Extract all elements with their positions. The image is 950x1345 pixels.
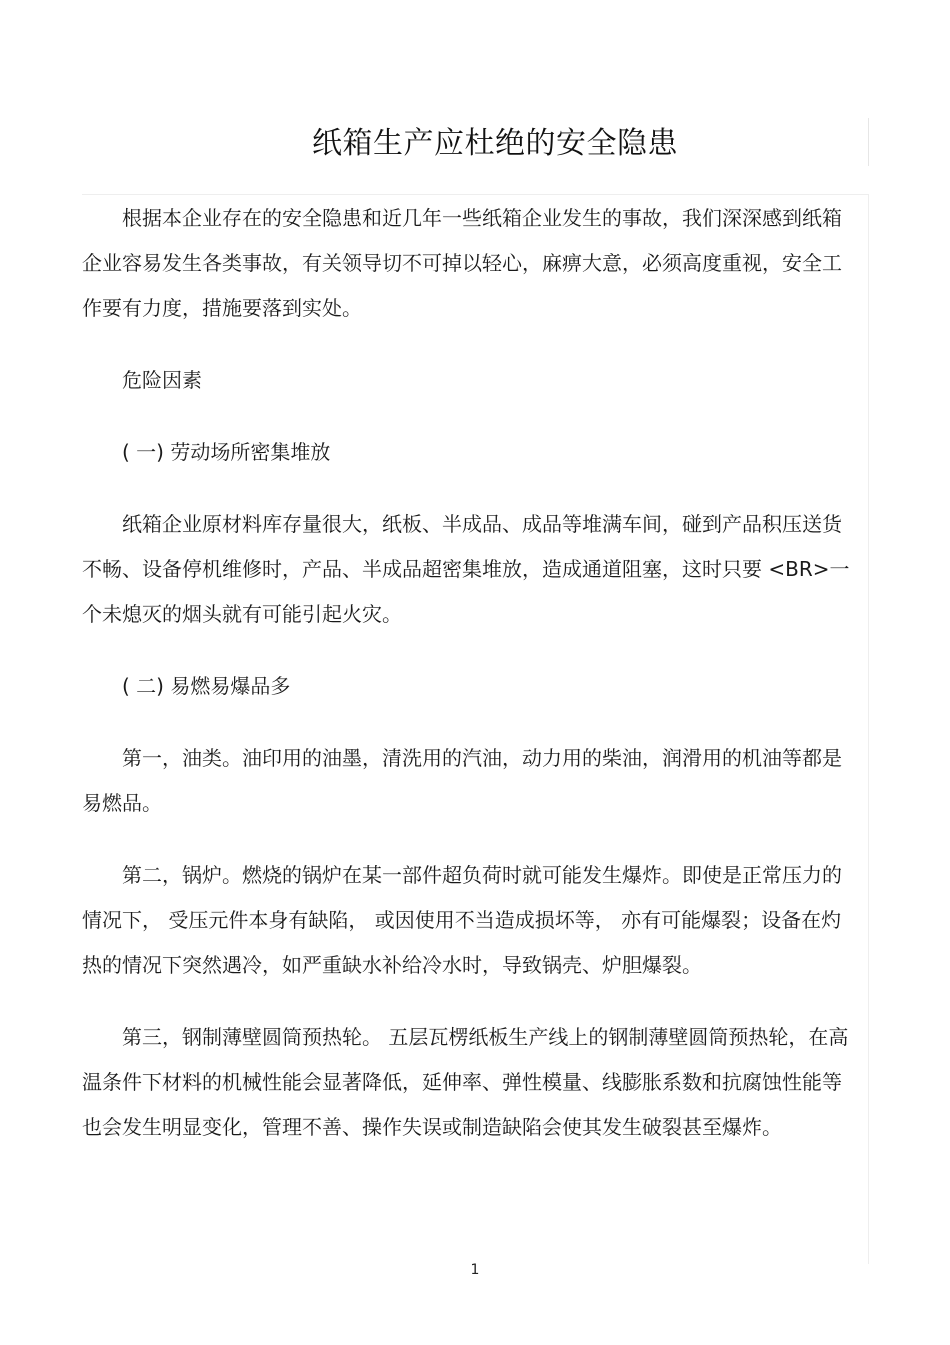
paragraph-intro: 根据本企业存在的安全隐患和近几年一些纸箱企业发生的事故，我们深深感到纸箱企业容易发生各类事故，有关领导切不可掉以轻心，麻痹大意，必须高度重视，安全工作要有力度，措施要落到实处。 bbox=[82, 206, 842, 320]
subsection-heading-1: ( 一) 劳动场所密集堆放 bbox=[122, 440, 331, 464]
paragraph-oils: 第一，油类。油印用的油墨，清洗用的汽油，动力用的柴油，润滑用的机油等都是易燃品。 bbox=[82, 746, 842, 815]
paragraph-boiler: 第二，锅炉。燃烧的锅炉在某一部件超负荷时就可能发生爆炸。即使是正常压力的情况下， 受压元件本身有缺陷， 或因使用不当造成损坏等， 亦有可能爆裂；设备在灼热的情况下突然遇冷，如严重缺水补给冷水时，导致锅壳、炉胆爆裂。 bbox=[82, 863, 842, 977]
header-divider bbox=[82, 194, 868, 195]
paragraph-storage: 纸箱企业原材料库存量很大，纸板、半成品、成品等堆满车间，碰到产品积压送货不畅、设备停机维修时，产品、半成品超密集堆放，造成通道阻塞，这时只要 <BR>一个未熄灭的烟头就有可能引起火灾。 bbox=[82, 512, 850, 626]
document-title: 纸箱生产应杜绝的安全隐患 bbox=[312, 126, 678, 161]
document-body bbox=[82, 196, 852, 1150]
paragraph-preheater: 第三，钢制薄壁圆筒预热轮。 五层瓦楞纸板生产线上的钢制薄壁圆筒预热轮，在高温条件下材料的机械性能会显著降低，延伸率、弹性模量、线膨胀系数和抗腐蚀性能等也会发生明显变化，管理不善、操作失误或制造缺陷会使其发生破裂甚至爆炸。 bbox=[82, 1025, 849, 1139]
subsection-heading-2: ( 二) 易燃易爆品多 bbox=[122, 674, 291, 698]
section-heading-hazards: 危险因素 bbox=[122, 368, 202, 392]
page-number: 1 bbox=[470, 1262, 480, 1278]
margin-line bbox=[868, 194, 869, 1264]
